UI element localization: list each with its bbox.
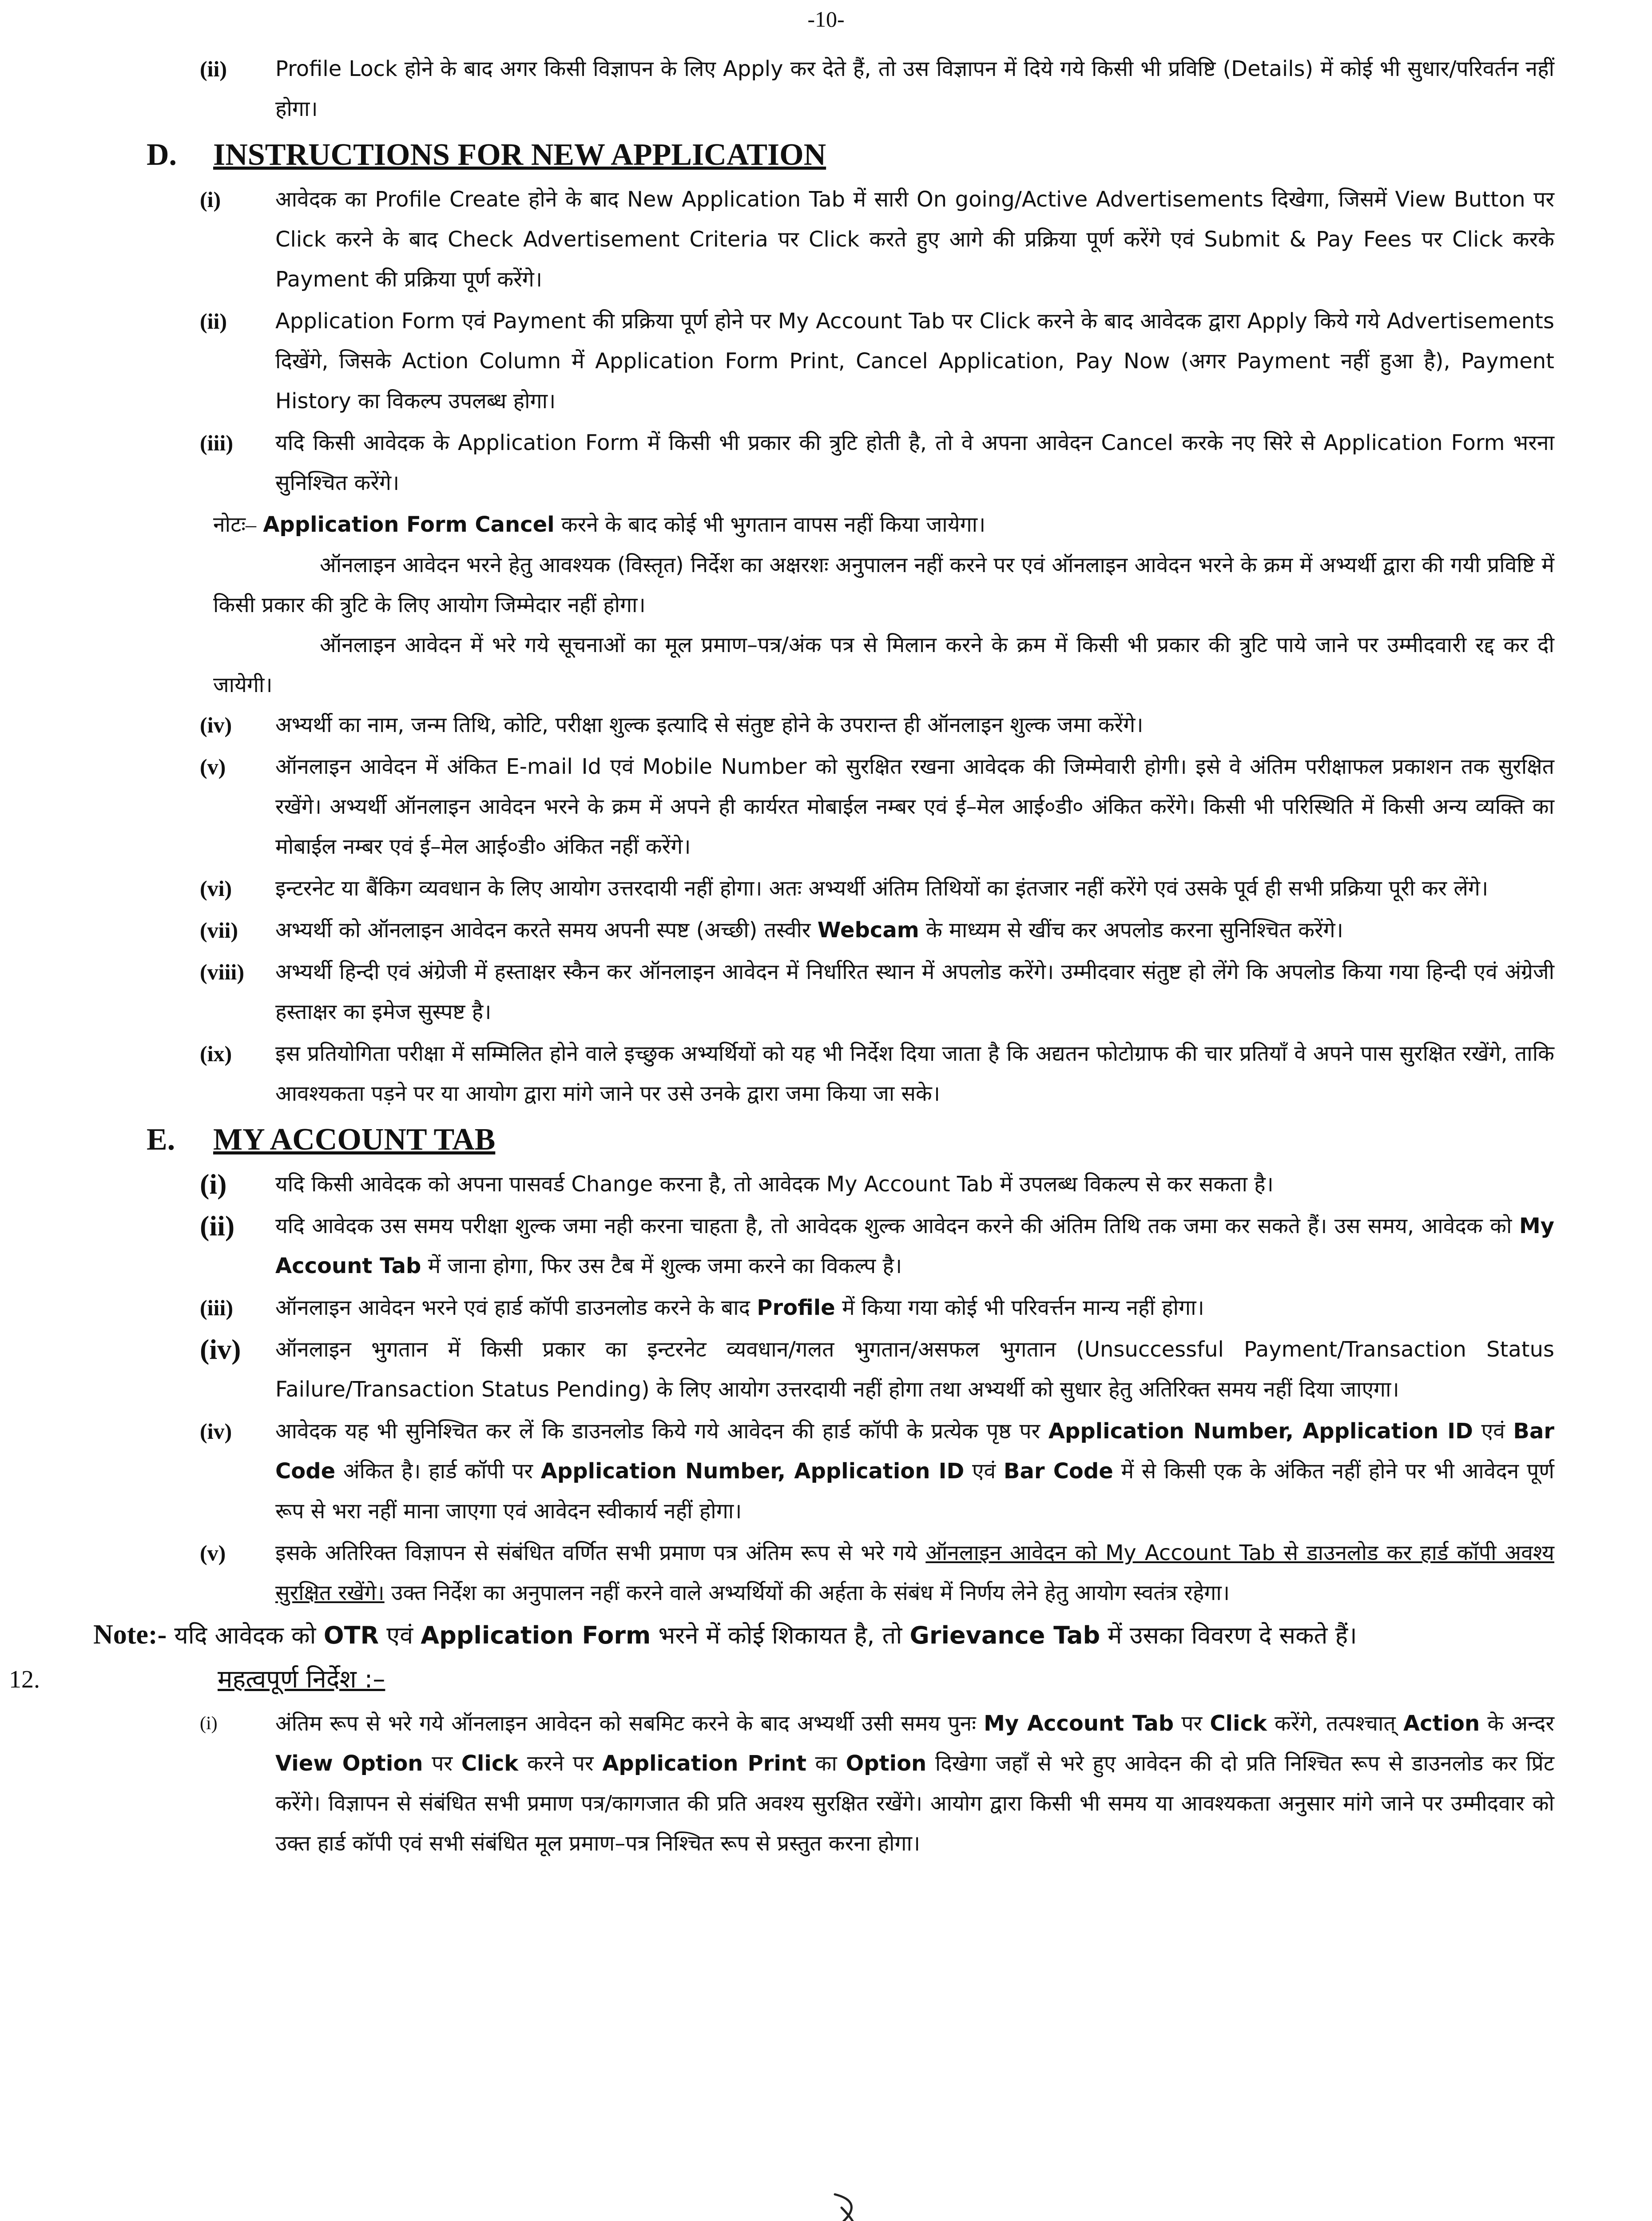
section-letter: D. [147,138,177,172]
item-text: में जाना होगा, फिर उस टैब में शुल्क जमा करने का विकल्प है। [428,1254,902,1278]
item-text: के अन्दर [1487,1711,1554,1736]
item-number: (iv) [200,1419,232,1444]
item-number: (i) [200,1168,227,1200]
item-text: दिखेगा जहाँ से भरे हुए आवेदन की दो प्रति निश्चित रूप से डाउनलोड कर प्रिंट करेंगे। विज्ञापन से संबंधित सभी प्रमाण पत्र/कागजात की प्रति अवश्य सुरक्षित रखेंगे। आयोग द्वारा किसी भी समय या आवश्यकता अनुसार मांगे जाने पर उम्मीदवार को उक्त हार्ड कॉपी एवं सभी संबंधित मूल प्रमाण–पत्र निश्चित रूप से प्रस्तुत करना होगा। [275,1751,1555,1856]
note-text: भरने में कोई शिकायत है, तो [658,1621,902,1649]
item-bold-text: Click [461,1751,519,1776]
section-title: महत्वपूर्ण निर्देश :– [218,1665,385,1694]
item-text: यदि किसी आवेदक के Application Form में किसी भी प्रकार की त्रुटि होती है, तो वे अपना आवेदन Cancel करके नए सिरे से Application Form भरना सुनिश्चित करेंगे। [275,430,1554,495]
page-content [9,49,1555,1863]
item-number: (ii) [200,1210,235,1242]
list-item [147,1329,1554,1409]
item-text: के माध्यम से खींच कर अपलोड करना सुनिश्चित करेंगे। [926,918,1343,943]
item-text: ऑनलाइन आवेदन में अंकित E-mail Id एवं Mobile Number को सुरक्षित रखना आवेदक की जिम्मेवारी होगी। इसे वे अंतिम परीक्षाफल प्रकाशन तक सुरक्षित रखेंगे। अभ्यर्थी ऑनलाइन आवेदन भरने के क्रम में अपने ही कार्यरत मोबाईल नम्बर एवं ई–मेल आई०डी० अंकित करेंगे। किसी भी परिस्थिति में किसी अन्य व्यक्ति का मोबाईल नम्बर एवं ई–मेल आई०डी० अंकित नहीं करेंगे। [275,754,1554,859]
list-item [147,1206,1554,1286]
note-text: करने के बाद कोई भी भुगतान वापस नहीं किया जायेगा। [561,512,986,537]
item-number: (vi) [200,876,232,901]
item-bold-text: Click [1210,1711,1267,1736]
cancel-note [147,505,1554,545]
item-number: (i) [200,1713,218,1734]
item-number: (ii) [200,56,227,81]
item-number: (iv) [200,1333,241,1365]
note-bold-text: Grievance Tab [909,1621,1100,1649]
item-text: यदि किसी आवेदक को अपना पासवर्ड Change करना है, तो आवेदक My Account Tab में उपलब्ध विकल्प से कर सकता है। [275,1172,1274,1197]
note-paragraph: ऑनलाइन आवेदन में भरे गये सूचनाओं का मूल प्रमाण–पत्र/अंक पत्र से मिलान करने के क्रम में किसी भी प्रकार की त्रुटि पाये जाने पर उम्मीदवारी रद्द कर दी जायेगी। [213,633,1554,697]
section-letter: E. [147,1122,175,1157]
list-item [147,1704,1554,1863]
item-text: में किया गया कोई भी परिवर्त्तन मान्य नहीं होगा। [842,1295,1204,1320]
item-text: अभ्यर्थी का नाम, जन्म तिथि, कोटि, परीक्षा शुल्क इत्यादि से संतुष्ट होने के उपरान्त ही ऑनलाइन शुल्क जमा करेंगे। [275,712,1144,737]
item-text: इसके अतिरिक्त विज्ञापन से संबंधित वर्णित सभी प्रमाण पत्र अंतिम रूप से भरे गये [275,1540,917,1565]
item-text: एवं [1481,1419,1505,1444]
item-number: (ix) [200,1041,232,1066]
page-number: -10- [807,7,845,32]
handwritten-signature [826,2190,866,2221]
item-text: ऑनलाइन भुगतान में किसी प्रकार का इन्टरनेट व्यवधान/गलत भुगतान/असफल भुगतान (Unsuccessful Payment/Transaction Status Failure/Transaction Status Pending) के लिए आयोग उत्तरदायी नहीं होगा तथा अभ्यर्थी को सुधार हेतु अतिरिक्त समय नहीं दिया जाएगा। [275,1337,1554,1402]
item-number: (i) [200,187,221,212]
item-text: अंकित है। हार्ड कॉपी पर [343,1459,533,1484]
item-number: (v) [200,754,226,779]
item-number: (viii) [200,959,244,984]
item-text: आवेदक यह भी सुनिश्चित कर लें कि डाउनलोड किये गये आवेदन की हार्ड कॉपी के प्रत्येक पृष्ठ पर [275,1419,1040,1444]
item-text: ऑनलाइन आवेदन भरने एवं हार्ड कॉपी डाउनलोड करने के बाद [275,1295,751,1320]
item-text: में से किसी एक के अंकित नहीं होने पर भी आवेदन पूर्ण रूप से भरा नहीं माना जाएगा एवं आवेदन स्वीकार्य नहीं होगा। [275,1459,1554,1524]
list-item [147,910,1554,950]
item-number: (iii) [200,430,233,455]
item-bold-text: My Account Tab [275,1214,1554,1278]
item-number: (iii) [200,1295,233,1320]
item-bold-text: Action [1403,1711,1480,1736]
item-bold-text: Application Number, Application ID [1048,1419,1473,1444]
item-bold-text: My Account Tab [984,1711,1174,1736]
item-bold-text: Bar Code [275,1419,1555,1484]
note-text: यदि आवेदक को [174,1621,316,1649]
item-bold-text: Option [846,1751,927,1776]
note-lead: Application Form Cancel [263,512,555,537]
item-text: उक्त निर्देश का अनुपालन नहीं करने वाले अभ्यर्थियों की अर्हता के संबंध में निर्णय लेने हेतु आयोग स्वतंत्र रहेगा। [391,1580,1230,1605]
section-e-heading [147,1115,1554,1164]
list-item [147,1164,1554,1204]
profile-lock-item [147,49,1554,129]
item-number: (iv) [200,712,232,737]
list-item [147,1533,1554,1613]
note-paragraph: ऑनलाइन आवेदन भरने हेतु आवश्यक (विस्तृत) निर्देश का अक्षरशः अनुपालन नहीं करने पर एवं ऑनलाइन आवेदन भरने के क्रम में अभ्यर्थी द्वारा की गयी प्रविष्टि में किसी प्रकार की त्रुटि के लिए आयोग जिम्मेदार नहीं होगा। [213,553,1554,617]
item-text: अभ्यर्थी को ऑनलाइन आवेदन करते समय अपनी स्पष्ट (अच्छी) तस्वीर [275,918,811,943]
item-text: इस प्रतियोगिता परीक्षा में सम्मिलित होने वाले इच्छुक अभ्यर्थियों को यह भी निर्देश दिया जाता है कि अद्यतन फोटोग्राफ की चार प्रतियाँ वे अपने पास सुरक्षित रखेंगे, ताकि आवश्यकता पड़ने पर या आयोग द्वारा मांगे जाने पर उसे उनके द्वारा जमा किया जा सके। [275,1041,1554,1106]
item-underlined-text: ऑनलाइन आवेदन को My Account Tab से डाउनलोड कर हार्ड कॉपी अवश्य सुरक्षित रखेंगे। [275,1540,1555,1605]
item-text: पर [432,1751,453,1776]
note-bold-text: Application Form [421,1621,651,1649]
item-text: अंतिम रूप से भरे गये ऑनलाइन आवेदन को सबमिट करने के बाद अभ्यर्थी उसी समय पुनः [275,1711,976,1736]
item-bold-text: Webcam [817,918,919,943]
item-text: अभ्यर्थी हिन्दी एवं अंग्रेजी में हस्ताक्षर स्कैन कर ऑनलाइन आवेदन में निर्धारित स्थान में अपलोड करेंगे। उम्मीदवार संतुष्ट हो लेंगे कि अपलोड किया गया हिन्दी एवं अंग्रेजी हस्ताक्षर का इमेज सुस्पष्ट है। [275,959,1554,1024]
list-item [147,301,1554,421]
item-bold-text: Application Number, Application ID [540,1459,965,1484]
list-item [147,179,1554,299]
list-item [147,1034,1554,1114]
list-item [147,1288,1554,1328]
item-text: यदि आवेदक उस समय परीक्षा शुल्क जमा नही करना चाहता है, तो आवेदक शुल्क आवेदन करने की अंतिम तिथि तक जमा कर सकते हैं। उस समय, आवेदक को [275,1214,1512,1238]
item-text: का [815,1751,837,1776]
item-number: (vii) [200,918,238,943]
list-item [147,1411,1554,1531]
list-item [147,747,1554,867]
item-bold-text: View Option [275,1751,423,1776]
item-text: एवं [972,1459,996,1484]
item-number: (v) [200,1540,226,1565]
item-bold-text: Bar Code [1003,1459,1113,1484]
item-text: पर [1181,1711,1203,1736]
list-item [147,423,1554,503]
section-12-heading [9,1657,1554,1702]
item-bold-text: Application Print [602,1751,806,1776]
item-text: Application Form एवं Payment की प्रक्रिया पूर्ण होने पर My Account Tab पर Click करने के बाद आवेदक द्वारा Apply किये गये Advertisements दिखेंगे, जिसके Action Column में Application Form Print, Cancel Application, Pay Now (अगर Payment नहीं हुआ है), Payment History का विकल्प उपलब्ध होगा। [275,309,1555,414]
note-bold-text: OTR [323,1621,379,1649]
note-label: Note:- [93,1620,167,1650]
item-bold-text: Profile [757,1295,835,1320]
note-text: एवं [386,1621,413,1649]
list-item [147,868,1554,908]
section-d-heading [147,131,1554,179]
item-text: इन्टरनेट या बैंकिग व्यवधान के लिए आयोग उत्तरदायी नहीं होगा। अतः अभ्यर्थी अंतिम तिथियों का इंतजार नहीं करेंगे एवं उसके पूर्व ही सभी प्रक्रिया पूरी कर लेंगे। [275,876,1489,901]
section-title: INSTRUCTIONS FOR NEW APPLICATION [213,138,826,172]
item-number: (ii) [200,309,227,334]
item-text: Profile Lock होने के बाद अगर किसी विज्ञापन के लिए Apply कर देते हैं, तो उस विज्ञापन में दिये गये किसी भी प्रविष्टि (Details) में कोई भी सुधार/परिवर्तन नहीं होगा। [275,56,1554,121]
list-item [147,705,1554,745]
item-text: करेंगे, तत्पश्चात् [1275,1711,1396,1736]
note-label: नोटः– [213,513,256,537]
section-title: MY ACCOUNT TAB [213,1122,496,1157]
note-text: में उसका विवरण दे सकते हैं। [1108,1621,1357,1649]
grievance-note [93,1615,1554,1656]
list-item [147,952,1554,1032]
item-text: आवेदक का Profile Create होने के बाद New Application Tab में सारी On going/Active Advertisements दिखेगा, जिसमें View Button पर Click करने के बाद Check Advertisement Criteria पर Click करते हुए आगे की प्रक्रिया पूर्ण करेंगे एवं Submit & Pay Fees पर Click करके Payment की प्रक्रिया पूर्ण करेंगे। [275,187,1554,292]
section-number: 12. [9,1666,40,1693]
item-text: करने पर [527,1751,594,1776]
